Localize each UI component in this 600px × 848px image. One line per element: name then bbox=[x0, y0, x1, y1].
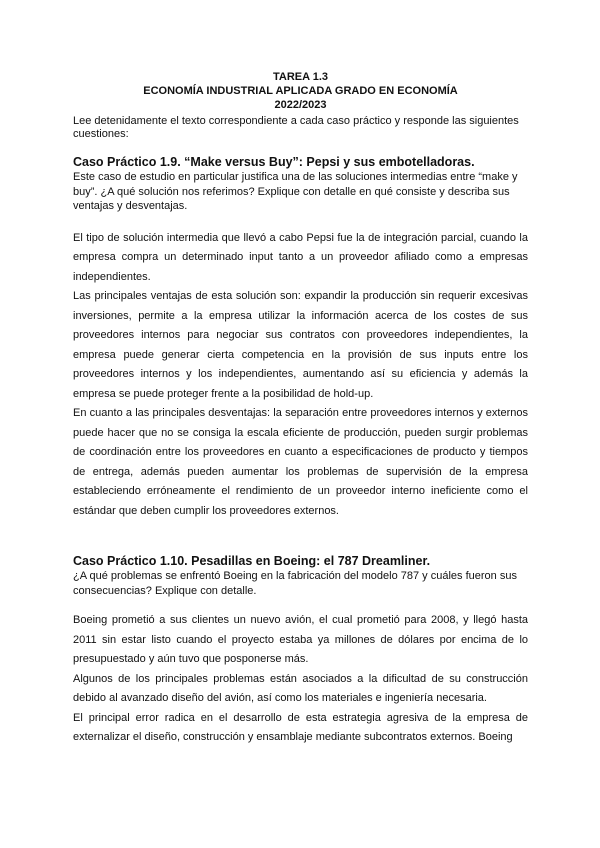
instructions-text: Lee detenidamente el texto correspondiente a cada caso práctico y responde las siguientes cuestiones: bbox=[73, 115, 519, 140]
assignment-title: TAREA 1.3 bbox=[272, 71, 328, 83]
case-2-answer-paragraph: Algunos de los principales problemas están asociados a la dificultad de su construcción debido al avanzado diseño del avión, así como los materiales e ingeniería necesaria. bbox=[73, 672, 528, 704]
case-1-answer-paragraph: El tipo de solución intermedia que llevó a cabo Pepsi fue la de integración parcial, cuando la empresa compra un determinado input tanto a un proveedor afiliado como a empresas independientes. bbox=[73, 231, 528, 283]
case-1-title: Caso Práctico 1.9. “Make versus Buy”: Pepsi y sus embotelladoras. bbox=[73, 155, 475, 169]
case-2-question: ¿A qué problemas se enfrentó Boeing en la fabricación del modelo 787 y cuáles fueron sus consecuencias? Explique con detalle. bbox=[73, 570, 517, 597]
case-1-section bbox=[73, 155, 528, 521]
document-page bbox=[73, 70, 528, 748]
case-2-title: Caso Práctico 1.10. Pesadillas en Boeing: el 787 Dreamliner. bbox=[73, 554, 431, 568]
case-1-question: Este caso de estudio en particular justifica una de las soluciones intermedias entre “make y buy”. ¿A qué solución nos referimos? Explique con detalle en qué consiste y describa sus ventajas y desventajas. bbox=[73, 171, 518, 212]
course-title: ECONOMÍA INDUSTRIAL APLICADA GRADO EN ECONOMÍA bbox=[143, 85, 458, 97]
academic-year: 2022/2023 bbox=[274, 99, 327, 111]
case-1-answer-paragraph: En cuanto a las principales desventajas: la separación entre proveedores internos y externos puede hacer que no se consiga la escala eficiente de producción, pueden surgir problemas de coordinación entre los proveedores en cuanto a especificaciones de producto y tiempos de entrega, además pueden aumentar los problemas de supervisión de la empresa estableciendo erróneamente el rendimiento de un proveedor interno ineficiente como el estándar que deben cumplir los proveedores externos. bbox=[73, 407, 528, 517]
case-2-answer-paragraph: Boeing prometió a sus clientes un nuevo avión, el cual prometió para 2008, y llegó hasta 2011 sin estar listo cuando el proyecto estaba ya millones de dólares por encima de lo presupuestado y aún tuvo que posponerse más. bbox=[73, 614, 528, 665]
case-2-answer-paragraph: El principal error radica en el desarrollo de esta estrategia agresiva de la empresa de externalizar el diseño, construcción y ensamblaje mediante subcontratos externos. Boeing bbox=[73, 711, 528, 743]
case-1-answer-paragraph: Las principales ventajas de esta solución son: expandir la producción sin requerir excesivas inversiones, permite a la empresa utilizar la información acerca de los costes de sus proveedores internos para negociar sus contratos con proveedores independientes, la empresa puede generar cierta competencia en la provisión de sus inputs entre los proveedores internos y los independientes, aumentando así su eficiencia y además la empresa se puede proteger frente a la posibilidad de hold-up. bbox=[73, 290, 528, 400]
case-2-section bbox=[73, 554, 528, 748]
